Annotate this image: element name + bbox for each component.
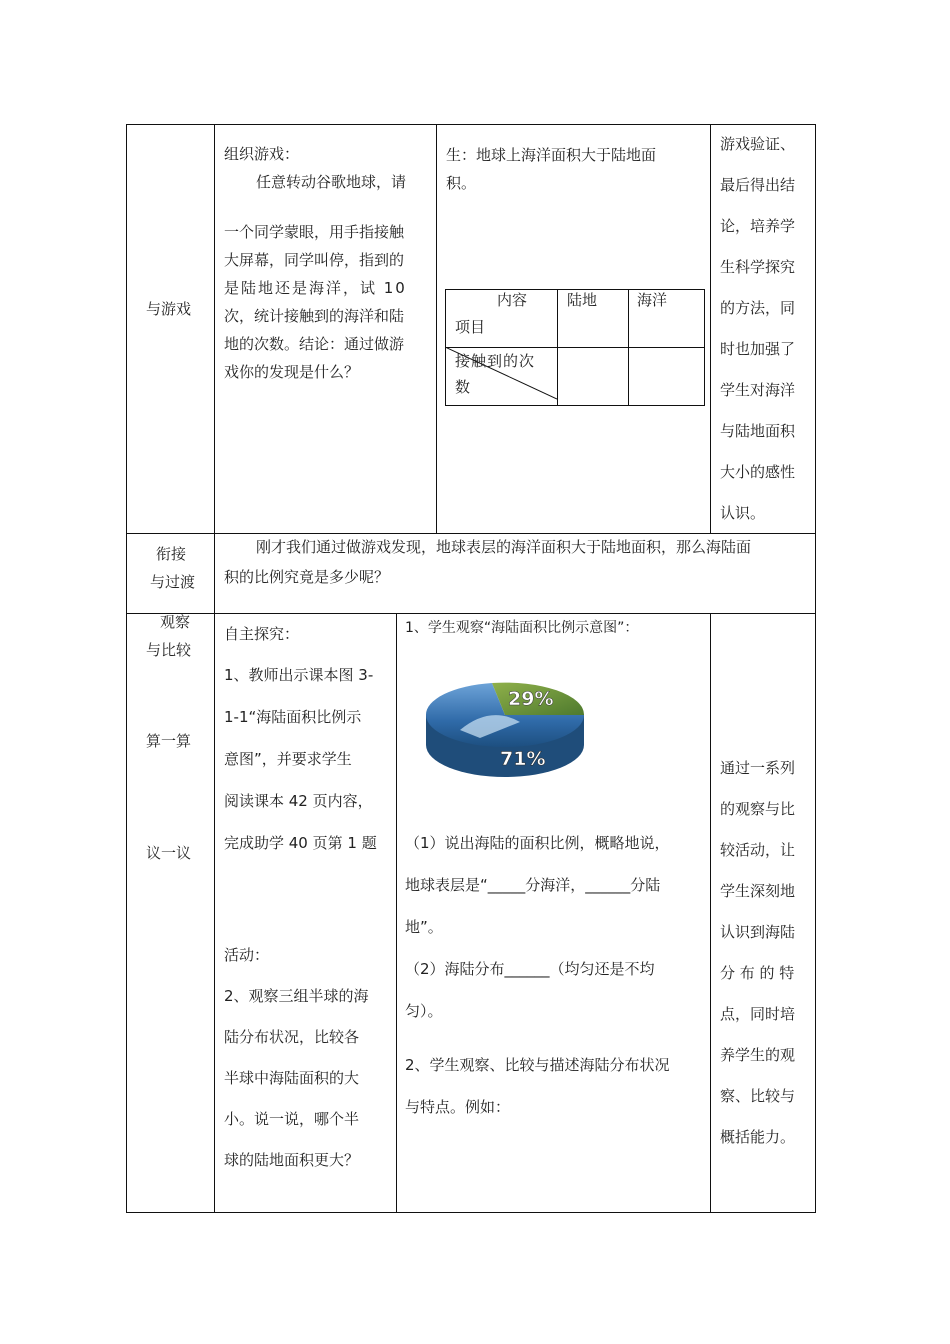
activity-line: 地的次数。结论：通过做游 [224, 335, 405, 353]
table-border-left [126, 124, 127, 1213]
col-divider [396, 613, 397, 1213]
activity-line: 次，统计接触到的海洋和陆 [224, 307, 405, 325]
row3-teacher-activity: 自主探究： 1、教师出示课本图 3- 1-1“海陆面积比例示 意图”，并要求学生 阅读课本 42 页内容， 完成助学 40 页第 1 题 活动： 2、观察三组半球的海 陆分布状况，比较各 半球中海陆面积的大 小。说一说，哪个半 球的陆地面积更大？ [224, 625, 377, 1169]
table-border-bottom [126, 1212, 816, 1213]
activity-line: 戏你的发现是什么？ [224, 363, 360, 381]
row3-student-activity: 1、学生观察“海陆面积比例示意图”： [405, 620, 639, 636]
header-item: 项目 [455, 318, 486, 336]
header-content: 内容 [497, 291, 528, 309]
student-line: 生：地球上海洋面积大于陆地面 [446, 146, 657, 164]
row-label: 接触到的次 [455, 352, 536, 370]
activity-line: 任意转动谷歌地球，请 [256, 173, 407, 191]
activity-line: 大屏幕，同学叫停，指到的 [224, 251, 405, 269]
pie-label-ocean: 71% [500, 748, 546, 770]
col-divider [436, 124, 437, 534]
col-divider [710, 613, 711, 1213]
row3-stage-label: 观察 与比较 算一算 议一议 [146, 613, 192, 862]
header-land: 陆地 [567, 291, 598, 309]
row1-teacher-activity [224, 140, 428, 386]
row1-design-intent: 游戏验证、 最后得出结 论，培养学 生科学探究 的方法，同 时也加强了 学生对海洋 与陆地面积 大小的感性 认识。 [720, 135, 796, 522]
row3-design-intent: 通过一系列 的观察与比 较活动，让 学生深刻地 认识到海陆 分 布 的 特 点，同时培 养学生的观 察、比较与 概括能力。 [720, 759, 796, 1146]
table-border-top [126, 124, 816, 125]
col-divider [710, 124, 711, 534]
col-divider [214, 124, 215, 1213]
row-label: 数 [455, 378, 471, 396]
tally-table [445, 289, 705, 405]
student-line: 积。 [446, 174, 477, 192]
header-ocean: 海洋 [637, 291, 668, 309]
activity-title: 组织游戏： [224, 145, 300, 163]
row1-stage-label: 与游戏 [146, 300, 192, 318]
row2-stage-label: 衔接 与过渡 [150, 545, 196, 591]
table-border-right [815, 124, 816, 1213]
row2-transition-text: 刚才我们通过做游戏发现，地球表层的海洋面积大于陆地面积，那么海陆面 积的比例究竟是多少呢？ [224, 538, 752, 586]
row1-student-activity [446, 141, 706, 197]
land-ocean-pie-chart [420, 660, 590, 780]
activity-line: 是陆地还是海洋，试 10 [224, 279, 407, 297]
row3-student-questions: （1）说出海陆的面积比例，概略地说， 地球表层是“_____分海洋，______分陆 地”。 （2）海陆分布______（均匀还是不均 匀）。 2、学生观察、比较与描述海陆分布状况 与特点。例如： [405, 834, 670, 1116]
pie-label-land: 29% [508, 688, 554, 710]
activity-line: 一个同学蒙眼，用手指接触 [224, 223, 405, 241]
